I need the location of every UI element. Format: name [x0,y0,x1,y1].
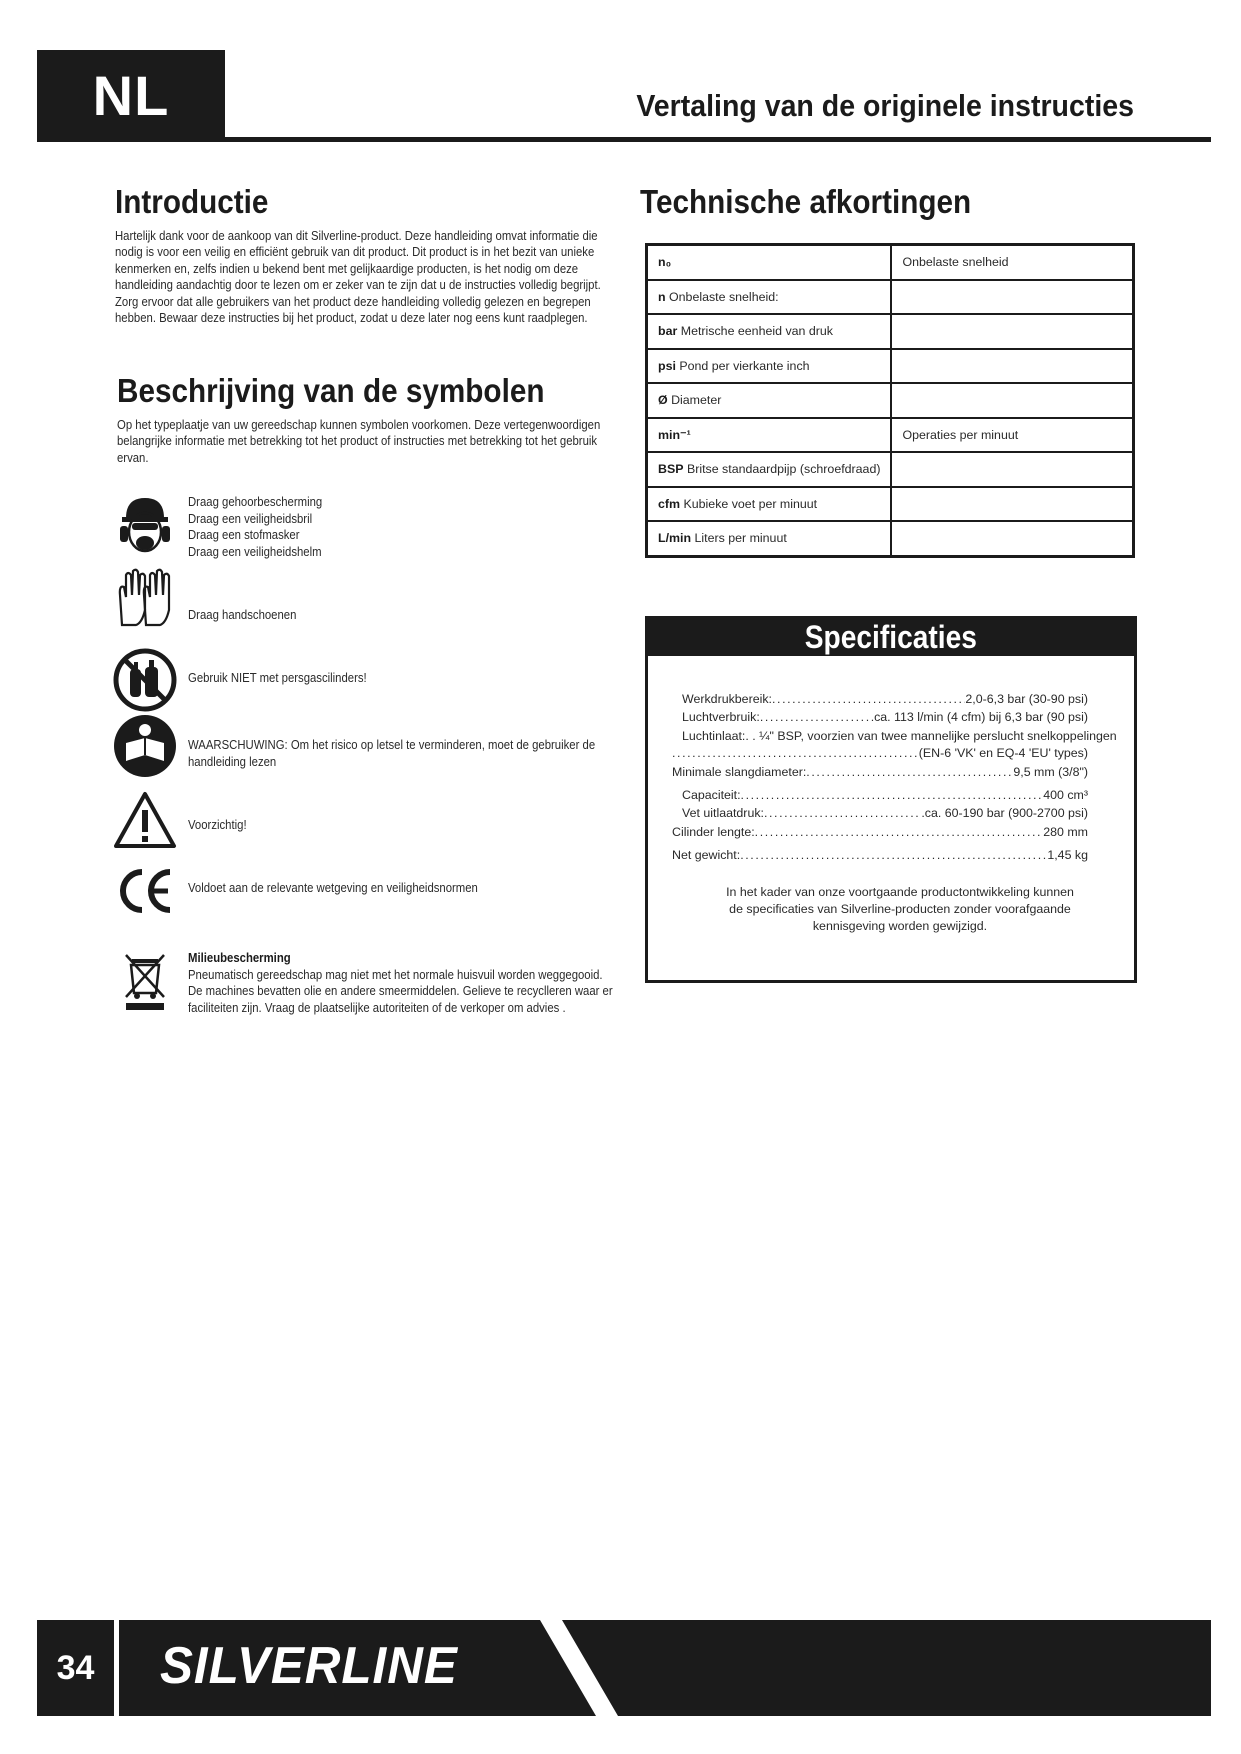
symbol-item-line: WAARSCHUWING: Om het risico op letsel te verminderen, moet de gebruiker de [188,738,596,752]
symbol-item-line: handleiding lezen [188,754,277,769]
spec-row [682,806,1088,820]
tech-abbr: L/min [658,531,692,546]
symbol-item-line: Pneumatisch gereedschap mag niet met het normale huisvuil worden weggegooid. [188,967,603,982]
spec-value: 400 cm³ [1043,788,1088,802]
tech-row [647,314,1134,349]
spec-leader-dots [755,825,1044,839]
symbol-item [188,880,478,897]
tech-cell-abbr [647,452,892,487]
spec-value: . . ¼" BSP, voorzien van twee mannelijke perslucht snelkoppelingen [745,729,1117,743]
intro-line: nodig is voor een veilig en efficiënt gebruik van dit product. Dit product is in het bezit van unieke [115,245,595,260]
footer-divider [114,1620,119,1716]
spec-note-line: de specificaties van Silverline-producten zonder voorafgaande [729,902,1071,916]
tech-cell-abbr [647,245,892,280]
spec-row [682,788,1088,802]
tech-cell-abbr [647,280,892,315]
weee-bin-icon [112,947,178,1013]
spec-row [682,692,1088,706]
tech-abbr: n₀ [658,255,672,270]
spec-note-line: kennisgeving worden gewijzigd. [812,919,988,933]
tech-desc: Diameter [671,393,722,408]
tech-row [647,487,1134,522]
spec-value: 1,45 kg [1047,848,1088,862]
spec-label: Cilinder lengte: [672,825,755,839]
tech-cell-abbr [647,349,892,384]
symbol-item-line: Gebruik NIET met persgascilinders! [188,671,367,685]
symbols-intro-line: belangrijke informatie met betrekking tot het product of instructies met betrekking tot het gebruik [117,434,598,449]
tech-row [647,349,1134,384]
tech-abbr: Ø [658,393,668,408]
tech-cell-right [891,487,1133,522]
symbol-item-line: faciliteiten zijn. Vraag de plaatselijke autoriteiten of de verkoper om advies . [188,1000,566,1015]
spec-leader-dots [806,765,1013,779]
symbol-item-line: Voldoet aan de relevante wetgeving en veiligheidsnormen [188,881,478,895]
intro-paragraph [115,228,635,326]
tech-abbr: psi [658,358,676,373]
specs-heading [648,619,1134,656]
tech-cell-abbr [647,487,892,522]
spec-row [682,729,1117,743]
spec-label: Capaciteit: [682,788,741,802]
symbol-item-line: Draag een veiligheidshelm [188,544,322,559]
tech-row [647,418,1134,453]
spec-label: Vet uitlaatdruk: [682,806,764,820]
intro-line: handleiding aandachtig door te lezen om er zeker van te zijn dat u de instructies volledig begrijpt. [115,278,601,293]
tech-row [647,521,1134,556]
spec-label: Luchtverbruik: [682,710,760,724]
intro-line: hebben. Bewaar deze instructies bij het product, zodat u deze later nog eens kunt raadplegen. [115,311,588,326]
symbol-item-line: De machines bevatten olie en andere smeermiddelen. Gelieve te recyclleren waar er [188,984,613,999]
specs-heading-text: Specificaties [804,619,978,655]
tech-cell-right [891,314,1133,349]
warning-triangle-icon [112,788,178,854]
symbol-item [188,494,322,560]
spec-row [672,848,1088,862]
spec-leader-dots [772,692,965,706]
tech-abbr: BSP [658,462,684,477]
spec-leader-dots [741,788,1044,802]
spec-value: 2,0-6,3 bar (30-90 psi) [965,692,1088,706]
spec-leader-dots [764,806,921,820]
language-code: NL [92,63,170,127]
spec-row [672,746,1088,760]
spec-label: Net gewicht: [672,848,741,862]
spec-leader-dots [672,746,919,760]
spec-row [672,765,1088,779]
page-number: 34 [56,1648,95,1687]
tech-desc: Kubieke voet per minuut [683,496,818,511]
tech-heading: Technische afkortingen [640,183,972,220]
header-rule [37,137,1211,142]
ce-mark-icon [112,858,178,924]
spec-leader-dots [760,710,874,724]
brand-logo: SILVERLINE [160,1637,458,1695]
ppe-head-icon [112,490,178,556]
tech-cell-right [891,349,1133,384]
symbol-item-line: Draag een veiligheidsbril [188,511,313,526]
tech-abbr: bar [658,324,678,339]
symbol-item [188,737,595,770]
tech-cell-right [891,383,1133,418]
tech-desc: Pond per vierkante inch [679,358,810,373]
spec-row [682,710,1088,724]
intro-line: Zorg ervoor dat alle gebruikers van het product deze handleiding volledig gelezen en begrepen [115,294,591,309]
spec-row [672,825,1088,839]
tech-cell-abbr [647,383,892,418]
symbol-item-line: Draag een stofmasker [188,528,300,543]
tech-abbr: n [658,289,666,304]
spec-value: 9,5 mm (3/8") [1013,765,1088,779]
tech-cell-right [891,521,1133,556]
gloves-icon [112,565,178,631]
tech-cell-abbr [647,521,892,556]
spec-value: ca. 113 l/min (4 cfm) bij 6,3 bar (90 psi) [874,710,1088,724]
tech-desc: Onbelaste snelheid: [669,289,779,304]
spec-leader-dots [740,848,1047,862]
symbol-item [188,817,247,834]
spec-label: Werkdrukbereik: [682,692,772,706]
symbol-item-title: Milieubescherming [188,951,291,965]
spec-label: Minimale slangdiameter: [672,765,807,779]
spec-label: Luchtinlaat: [682,729,746,743]
intro-line: Hartelijk dank voor de aankoop van dit Silverline-product. Deze handleiding omvat informatie die [115,229,598,243]
spec-value: 280 mm [1043,825,1088,839]
spec-value: (EN-6 'VK' en EQ-4 'EU' types) [918,746,1088,760]
symbol-item-line: Draag gehoorbescherming [188,495,323,509]
symbols-intro-line: Op het typeplaatje van uw gereedschap kunnen symbolen voorkomen. Deze vertegenwoordigen [117,418,601,432]
symbols-intro-paragraph [117,417,637,466]
symbol-item [188,670,367,687]
tech-abbr: cfm [658,496,681,511]
no-gas-cylinders-icon [112,647,178,713]
tech-row [647,245,1134,280]
page-header-title: Vertaling van de originele instructies [636,88,1134,123]
intro-line: kenmerken en, zelfs indien u bekend bent met gelijkaardige producten, is het nodig om deze [115,261,579,276]
tech-desc: Liters per minuut [694,531,787,546]
tech-desc: Metrische eenheid van druk [680,324,833,339]
tech-abbreviations-table [645,243,1135,558]
symbol-item-line: Voorzichtig! [188,818,247,832]
symbol-item [188,607,296,624]
tech-cell-right: Onbelaste snelheid [891,245,1133,280]
symbols-intro-line: ervan. [117,450,149,465]
tech-cell-right: Operaties per minuut [891,418,1133,453]
symbols-heading: Beschrijving van de symbolen [117,372,545,409]
tech-cell-abbr [647,418,892,453]
tech-row [647,383,1134,418]
tech-row [647,280,1134,315]
tech-desc: Britse standaardpijp (schroefdraad) [686,462,881,477]
read-manual-icon [112,713,178,779]
symbol-item [188,950,613,1016]
footer-slash-decoration [540,1620,640,1716]
spec-note-line: In het kader van onze voortgaande productontwikkeling kunnen [726,885,1074,899]
spec-value: .ca. 60-190 bar (900-2700 psi) [921,806,1088,820]
specs-note [700,884,1100,935]
tech-cell-abbr [647,314,892,349]
tech-cell-right [891,452,1133,487]
tech-cell-right [891,280,1133,315]
intro-heading: Introductie [115,183,269,220]
tech-abbr: min⁻¹ [658,428,691,443]
symbol-item-line: Draag handschoenen [188,608,297,622]
tech-row [647,452,1134,487]
